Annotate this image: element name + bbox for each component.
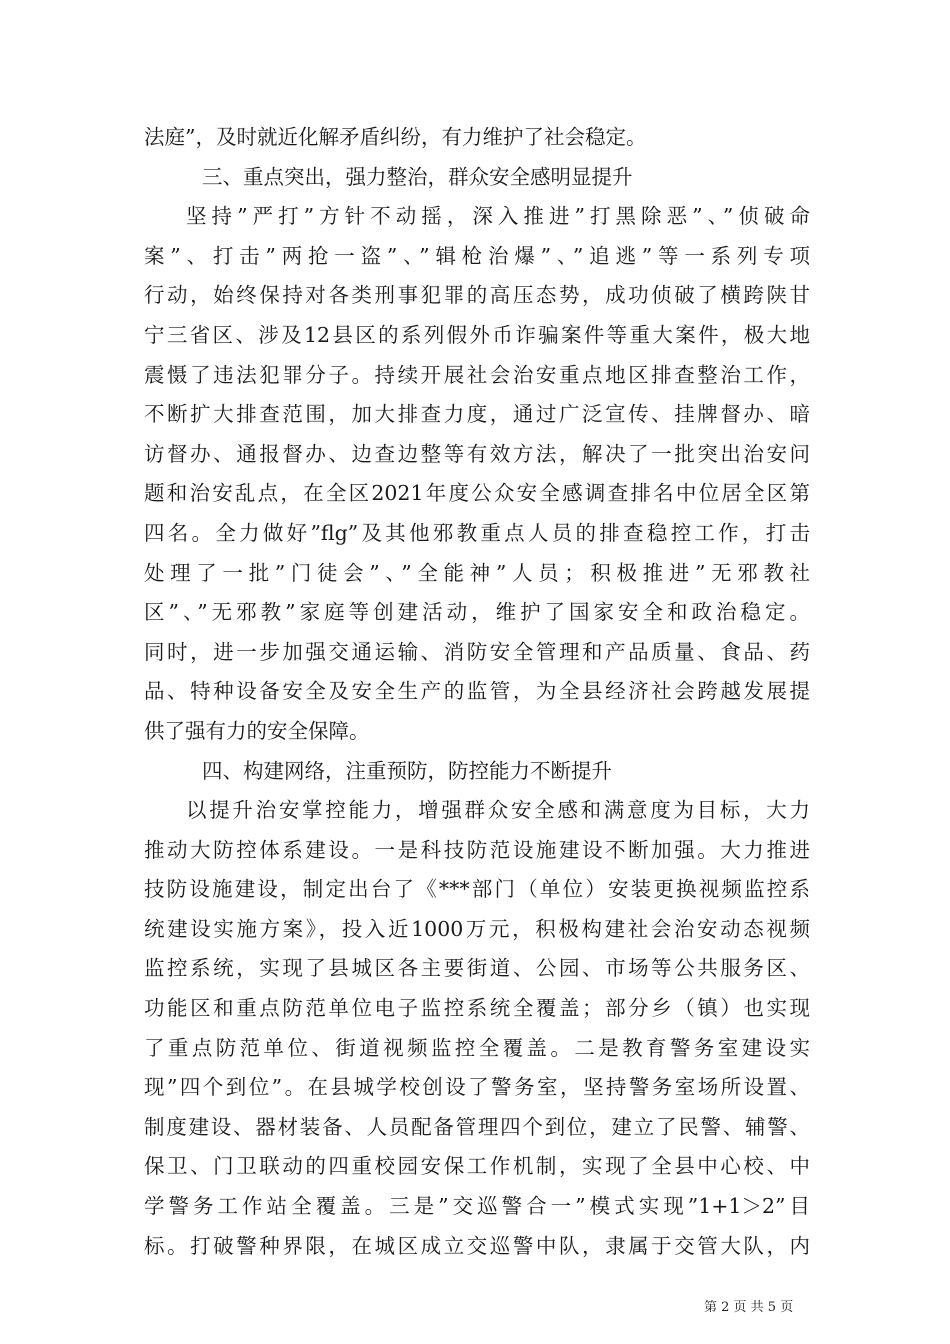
text-line: 处理了一批”门徒会”、”全能神”人员；积极推进”无邪教社	[144, 560, 810, 585]
text-line: 保卫、门卫联动的四重校园安保工作机制，实现了全县中心校、中	[144, 1154, 810, 1179]
document-body	[144, 118, 810, 1266]
text-line: 题和治安乱点，在全区2021年度公众安全感调查排名中位居全区第	[144, 481, 810, 506]
text-line: 震慑了违法犯罪分子。持续开展社会治安重点地区排查整治工作，	[144, 362, 810, 387]
text-line: 以提升治安掌控能力，增强群众安全感和满意度为目标，大力	[186, 798, 810, 823]
page-number-footer: 第 2 页 共 5 页	[704, 1300, 794, 1315]
text-line: 统建设实施方案》，投入近1000万元，积极构建社会治安动态视频	[144, 916, 810, 941]
text-line: 同时，进一步加强交通运输、消防安全管理和产品质量、食品、药	[144, 639, 810, 664]
text-line: 功能区和重点防范单位电子监控系统全覆盖；部分乡（镇）也实现	[144, 996, 810, 1021]
section-heading-3: 三、重点突出，强力整治，群众安全感明显提升	[202, 164, 633, 189]
text-line: 不断扩大排查范围，加大排查力度，通过广泛宣传、挂牌督办、暗	[144, 402, 810, 427]
section-heading-4: 四、构建网络，注重预防，防控能力不断提升	[202, 758, 612, 783]
text-line: 案”、打击”两抢一盗”、”辑枪治爆”、”追逃”等一系列专项	[144, 243, 810, 268]
text-line: 推动大防控体系建设。一是科技防范设施建设不断加强。大力推进	[144, 837, 810, 862]
text-line: 访督办、通报督办、边查边整等有效方法，解决了一批突出治安问	[144, 441, 810, 466]
text-line: 现”四个到位”。在县城学校创设了警务室，坚持警务室场所设置、	[144, 1075, 810, 1100]
text-line: 供了强有力的安全保障。	[144, 718, 370, 743]
text-line: 法庭”，及时就近化解矛盾纠纷，有力维护了社会稳定。	[144, 125, 647, 149]
text-line: 学警务工作站全覆盖。三是”交巡警合一”模式实现”1+1＞2”目	[144, 1194, 810, 1219]
text-line: 四名。全力做好”flg”及其他邪教重点人员的排查稳控工作，打击	[144, 520, 810, 545]
text-line: 品、特种设备安全及安全生产的监管，为全县经济社会跨越发展提	[144, 679, 810, 704]
text-line: 行动，始终保持对各类刑事犯罪的高压态势，成功侦破了横跨陕甘	[144, 283, 810, 308]
text-line: 区”、”无邪教”家庭等创建活动，维护了国家安全和政治稳定。	[144, 600, 810, 625]
text-line: 标。打破警种界限，在城区成立交巡警中队，隶属于交管大队，内	[144, 1233, 810, 1258]
text-line: 了重点防范单位、街道视频监控全覆盖。二是教育警务室建设实	[144, 1035, 810, 1060]
text-line: 宁三省区、涉及12县区的系列假外币诈骗案件等重大案件，极大地	[144, 322, 810, 347]
text-line: 制度建设、器材装备、人员配备管理四个到位，建立了民警、辅警、	[144, 1114, 810, 1139]
text-line: 技防设施建设，制定出台了《***部门（单位）安装更换视频监控系	[144, 877, 810, 902]
text-line: 监控系统，实现了县城区各主要街道、公园、市场等公共服务区、	[144, 956, 810, 981]
text-line: 坚持”严打”方针不动摇，深入推进”打黑除恶”、”侦破命	[186, 204, 810, 229]
